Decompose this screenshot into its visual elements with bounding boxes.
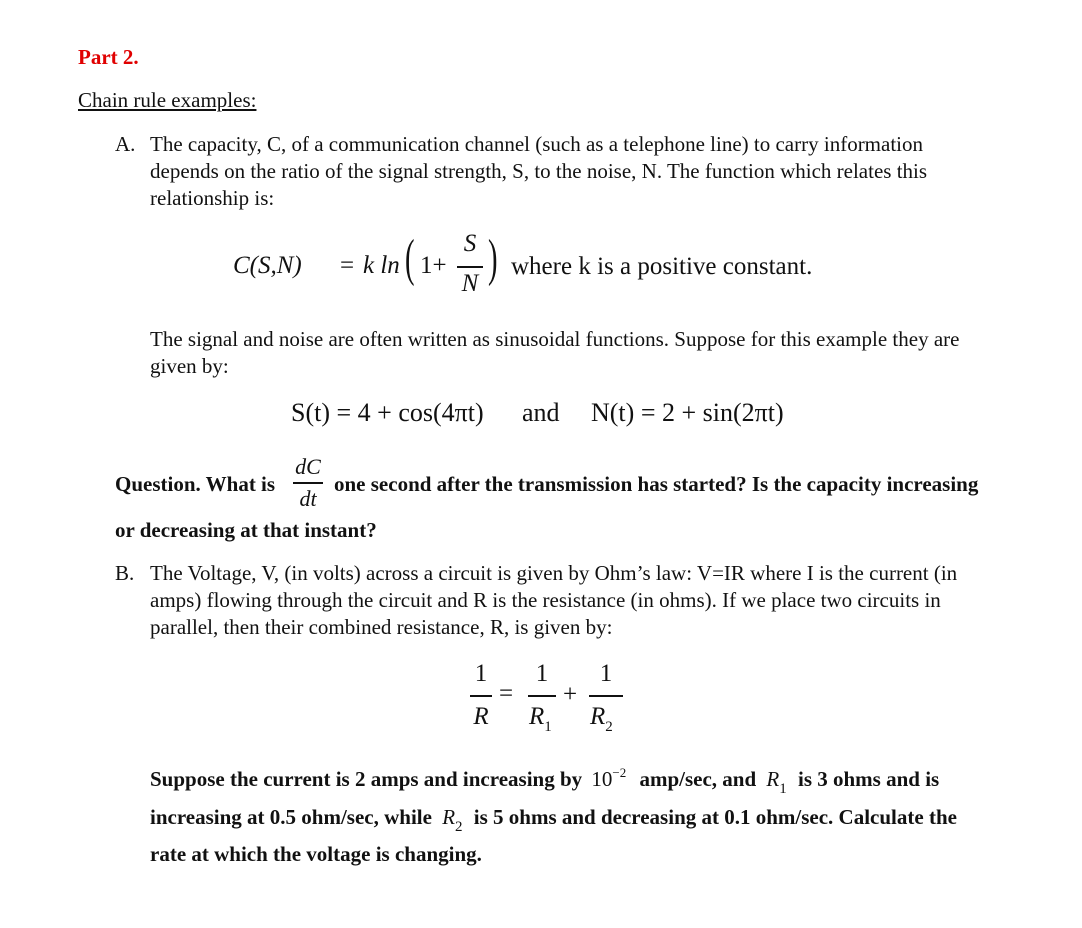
capacity-k-ln: k ln	[363, 252, 400, 279]
item-b-label: B.	[115, 561, 135, 585]
part-title: Part 2.	[78, 45, 139, 69]
capacity-left-paren: (	[405, 230, 415, 287]
resistance-r1-bar	[528, 695, 556, 697]
question-numerator: dC	[295, 454, 321, 479]
capacity-one-plus: 1+	[420, 252, 447, 279]
section-title: Chain rule examples:	[78, 88, 257, 112]
item-b-line-2: amps) flowing through the circuit and R is the resistance (in ohms). If we place two circuits in	[150, 588, 941, 612]
problem-line-2: increasing at 0.5 ohm/sec, while $R_2$ is 5 ohms and decreasing at 0.1 ohm/sec. Calculate the	[150, 805, 957, 835]
resistance-lhs-bar	[470, 695, 492, 697]
item-a-followup-1: The signal and noise are often written as sinusoidal functions. Suppose for this example they are	[150, 327, 960, 351]
question-denominator: dt	[299, 486, 317, 511]
question-fraction-bar	[293, 482, 323, 484]
item-a-label: A.	[115, 132, 136, 156]
resistance-lhs-denominator: R	[473, 703, 489, 730]
functions-and: and	[522, 398, 560, 427]
capacity-fraction-bar	[457, 266, 483, 268]
resistance-plus: +	[563, 681, 578, 708]
signal-function: S(t) = 4 + cos(4πt)	[291, 398, 484, 427]
item-a-followup-2: given by:	[150, 354, 229, 378]
item-a-line-2: depends on the ratio of the signal strength, S, to the noise, N. The function which relates this	[150, 159, 928, 183]
item-b-line-1: The Voltage, V, (in volts) across a circuit is given by Ohm’s law: V=IR where I is the current (in	[150, 561, 958, 585]
item-a-line-1: The capacity, C, of a communication channel (such as a telephone line) to carry information	[150, 132, 924, 156]
item-b-line-3: parallel, then their combined resistance, R, is given by:	[150, 615, 613, 639]
problem-line-3: rate at which the voltage is changing.	[150, 842, 482, 866]
question-line-2: or decreasing at that instant?	[115, 518, 377, 542]
problem-line-1: Suppose the current is 2 amps and increasing by $10^{-2}$ amp/sec, and $R_1$ is 3 ohms and is	[150, 765, 940, 797]
resistance-r2-numerator: 1	[599, 660, 613, 687]
capacity-lhs: C(S,N)	[233, 252, 302, 279]
capacity-denominator: N	[461, 270, 479, 297]
capacity-right-paren: )	[488, 230, 498, 287]
resistance-equals: =	[499, 680, 514, 707]
resistance-r1-numerator: 1	[535, 660, 549, 687]
question-prefix: Question. What is	[115, 472, 276, 496]
resistance-r2-bar	[589, 695, 623, 697]
resistance-r1-denominator: $R_1$	[529, 703, 552, 735]
noise-function: N(t) = 2 + sin(2πt)	[591, 398, 784, 427]
resistance-r2-denominator: $R_2$	[590, 703, 613, 735]
item-a-line-3: relationship is:	[150, 186, 275, 210]
capacity-numerator: S	[463, 230, 477, 257]
capacity-equals: =	[340, 252, 355, 279]
capacity-note: where k is a positive constant.	[511, 253, 813, 280]
question-suffix: one second after the transmission has started? Is the capacity increasing	[334, 472, 979, 496]
resistance-lhs-numerator: 1	[474, 660, 488, 687]
